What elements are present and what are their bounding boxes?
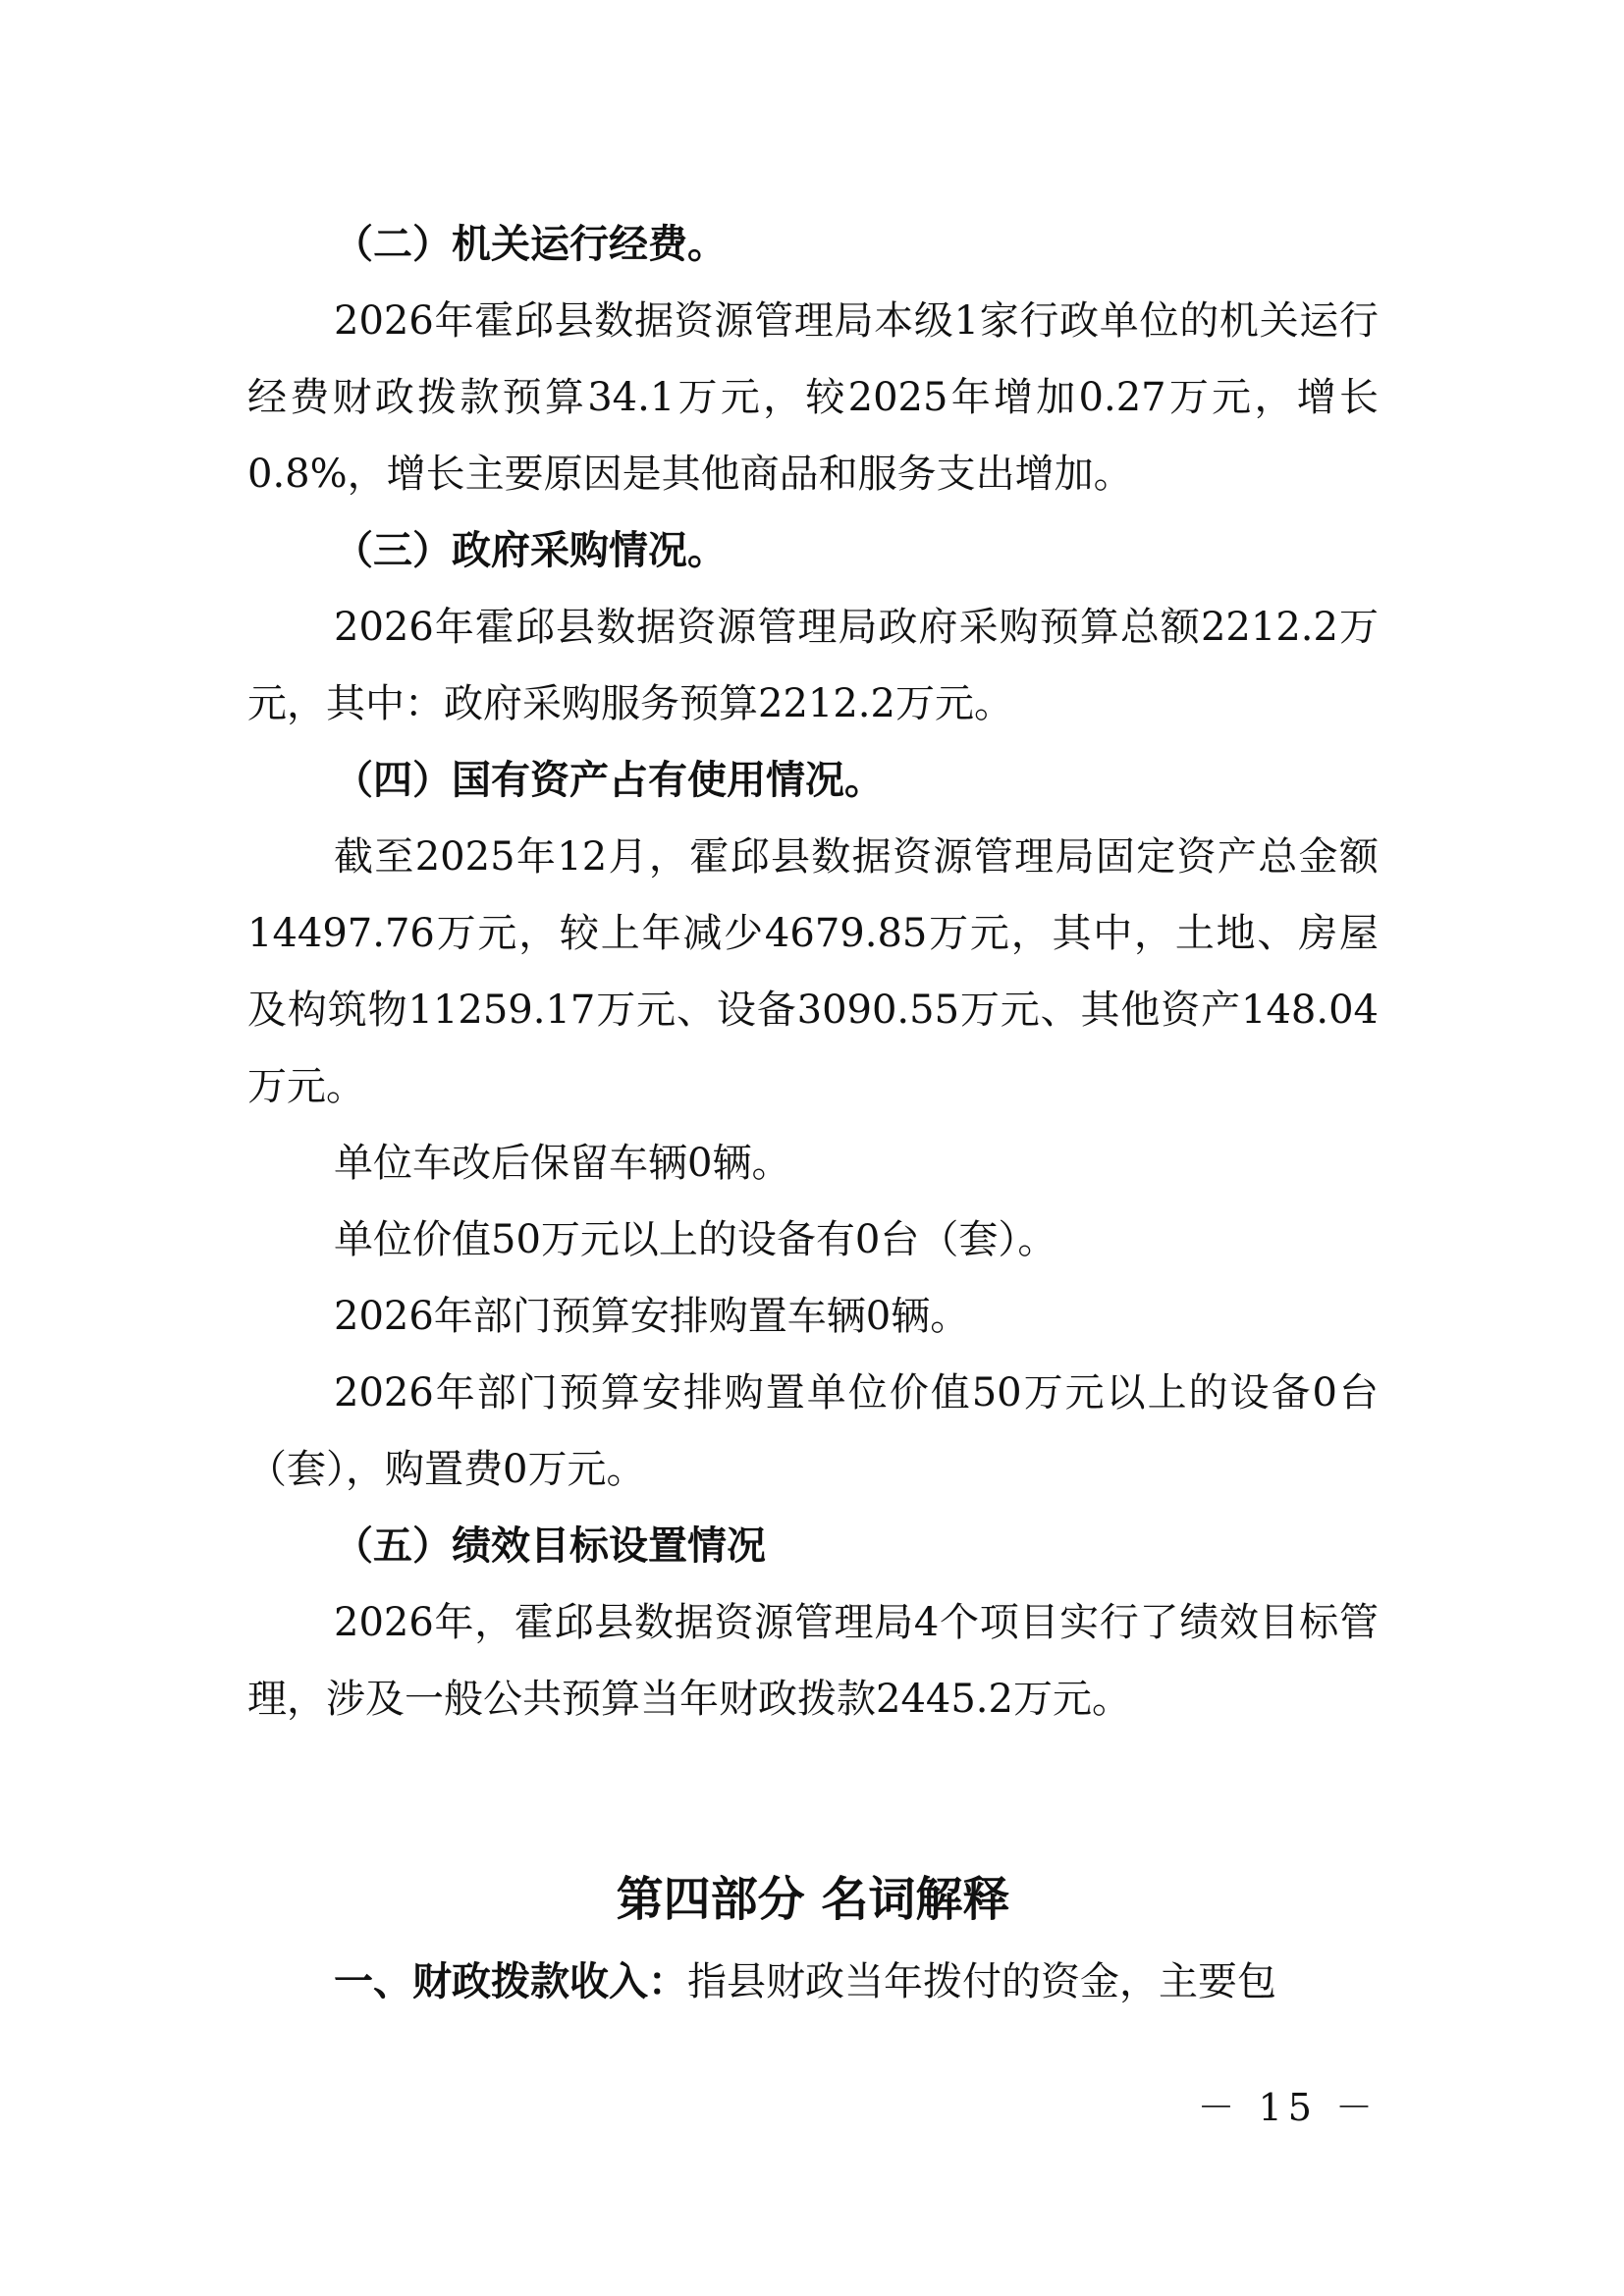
paragraph-vehicles-retained: 单位车改后保留车辆0辆。 bbox=[334, 1141, 791, 1186]
heading-government-procurement: （三）政府采购情况。 bbox=[334, 528, 727, 573]
paragraph-government-procurement: 2026年霍邱县数据资源管理局政府采购预算总额2212.2万元，其中：政府采购服务预算2212.2万元。 bbox=[247, 605, 1379, 726]
document-body bbox=[247, 206, 1379, 2020]
page-number: － 15 － bbox=[1197, 2086, 1379, 2129]
paragraph-equipment-purchase: 2026年部门预算安排购置单位价值50万元以上的设备0台（套），购置费0万元。 bbox=[247, 1370, 1379, 1492]
heading-performance-goals: （五）绩效目标设置情况 bbox=[334, 1523, 766, 1569]
paragraph-fixed-assets: 截至2025年12月，霍邱县数据资源管理局固定资产总金额14497.76万元，较上年减少4679.85万元，其中，土地、房屋及构筑物11259.17万元、设备3090.55万元、其他资产148.04万元。 bbox=[247, 834, 1379, 1109]
paragraph-operating-expenses: 2026年霍邱县数据资源管理局本级1家行政单位的机关运行经费财政拨款预算34.1万元，较2025年增加0.27万元，增长0.8%，增长主要原因是其他商品和服务支出增加。 bbox=[247, 298, 1379, 497]
glossary-term-1-text: 指县财政当年拨付的资金，主要包 bbox=[687, 1959, 1276, 2004]
section-title-glossary: 第四部分 名词解释 bbox=[616, 1872, 1010, 1927]
heading-operating-expenses: （二）机关运行经费。 bbox=[334, 222, 727, 267]
glossary-term-1 bbox=[247, 1944, 1379, 2020]
paragraph-performance-goals: 2026年，霍邱县数据资源管理局4个项目实行了绩效目标管理，涉及一般公共预算当年财政拨款2445.2万元。 bbox=[247, 1600, 1379, 1722]
heading-state-assets: （四）国有资产占有使用情况。 bbox=[334, 758, 884, 803]
paragraph-vehicle-purchase: 2026年部门预算安排购置车辆0辆。 bbox=[334, 1294, 970, 1339]
paragraph-equipment-over-50: 单位价值50万元以上的设备有0台（套）。 bbox=[334, 1217, 1057, 1262]
glossary-term-1-label: 一、财政拨款收入： bbox=[334, 1959, 687, 2004]
